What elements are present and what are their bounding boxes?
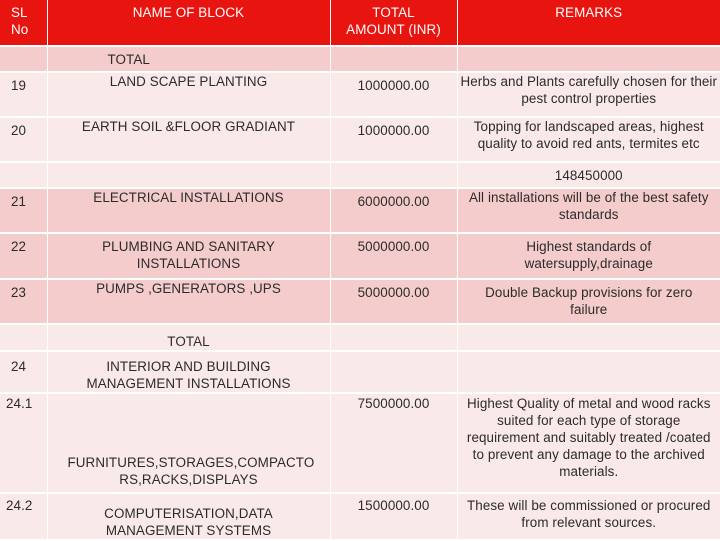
- header-total-amount: TOTAL AMOUNT (INR): [330, 0, 457, 46]
- amount: 1000000.00: [330, 117, 457, 162]
- block-name: LAND SCAPE PLANTING: [47, 72, 330, 117]
- remarks: All installations will be of the best safety standards: [457, 188, 720, 233]
- remarks: These will be commissioned or procured from relevant sources.: [457, 493, 720, 540]
- total-row: [0, 46, 720, 72]
- remarks: Highest Quality of metal and wood racks suited for each type of storage requirement and suitably treated /coated to prevent any damage to the archived materials.: [457, 393, 720, 493]
- block-name: PUMPS ,GENERATORS ,UPS: [47, 279, 330, 324]
- block-name: ELECTRICAL INSTALLATIONS: [47, 188, 330, 233]
- table-row: [0, 188, 720, 233]
- amount: 5000000.00: [330, 233, 457, 279]
- sl-no: 23: [0, 279, 47, 324]
- subtotal-row: [0, 162, 720, 188]
- amount: 1000000.00: [330, 72, 457, 117]
- remarks: Highest standards of watersupply,drainage: [457, 233, 720, 279]
- table-row: [0, 351, 720, 393]
- amount: 6000000.00: [330, 188, 457, 233]
- remarks: Double Backup provisions for zero failure: [457, 279, 720, 324]
- block-name: FURNITURES,STORAGES,COMPACTO RS,RACKS,DISPLAYS: [47, 393, 330, 493]
- table-row: [0, 117, 720, 162]
- remarks: Herbs and Plants carefully chosen for their pest control properties: [457, 72, 720, 117]
- header-name-of-block: NAME OF BLOCK: [47, 0, 330, 46]
- table-row: [0, 393, 720, 493]
- total-label: TOTAL: [47, 324, 330, 351]
- block-name: COMPUTERISATION,DATA MANAGEMENT SYSTEMS: [47, 493, 330, 540]
- block-name: PLUMBING AND SANITARY INSTALLATIONS: [47, 233, 330, 279]
- table-row: [0, 72, 720, 117]
- sl-no: 20: [0, 117, 47, 162]
- table-header-row: [0, 0, 720, 46]
- sl-no: 24: [0, 351, 47, 393]
- sl-no: 24.1: [0, 393, 47, 493]
- block-name: INTERIOR AND BUILDING MANAGEMENT INSTALLATIONS: [47, 351, 330, 393]
- sl-no: 21: [0, 188, 47, 233]
- table-row: [0, 493, 720, 540]
- total-label: TOTAL: [47, 46, 330, 72]
- table-row: [0, 279, 720, 324]
- sl-no: 19: [0, 72, 47, 117]
- remarks: Topping for landscaped areas, highest quality to avoid red ants, termites etc: [457, 117, 720, 162]
- amount: 5000000.00: [330, 279, 457, 324]
- amount: 7500000.00: [330, 393, 457, 493]
- block-name: EARTH SOIL &FLOOR GRADIANT: [47, 117, 330, 162]
- header-sl-no: SL No: [0, 0, 47, 46]
- subtotal-value: 148450000: [457, 162, 720, 188]
- total-row: [0, 324, 720, 351]
- header-remarks: REMARKS: [457, 0, 720, 46]
- sl-no: 22: [0, 233, 47, 279]
- table-row: [0, 233, 720, 279]
- sl-no: 24.2: [0, 493, 47, 540]
- amount: 1500000.00: [330, 493, 457, 540]
